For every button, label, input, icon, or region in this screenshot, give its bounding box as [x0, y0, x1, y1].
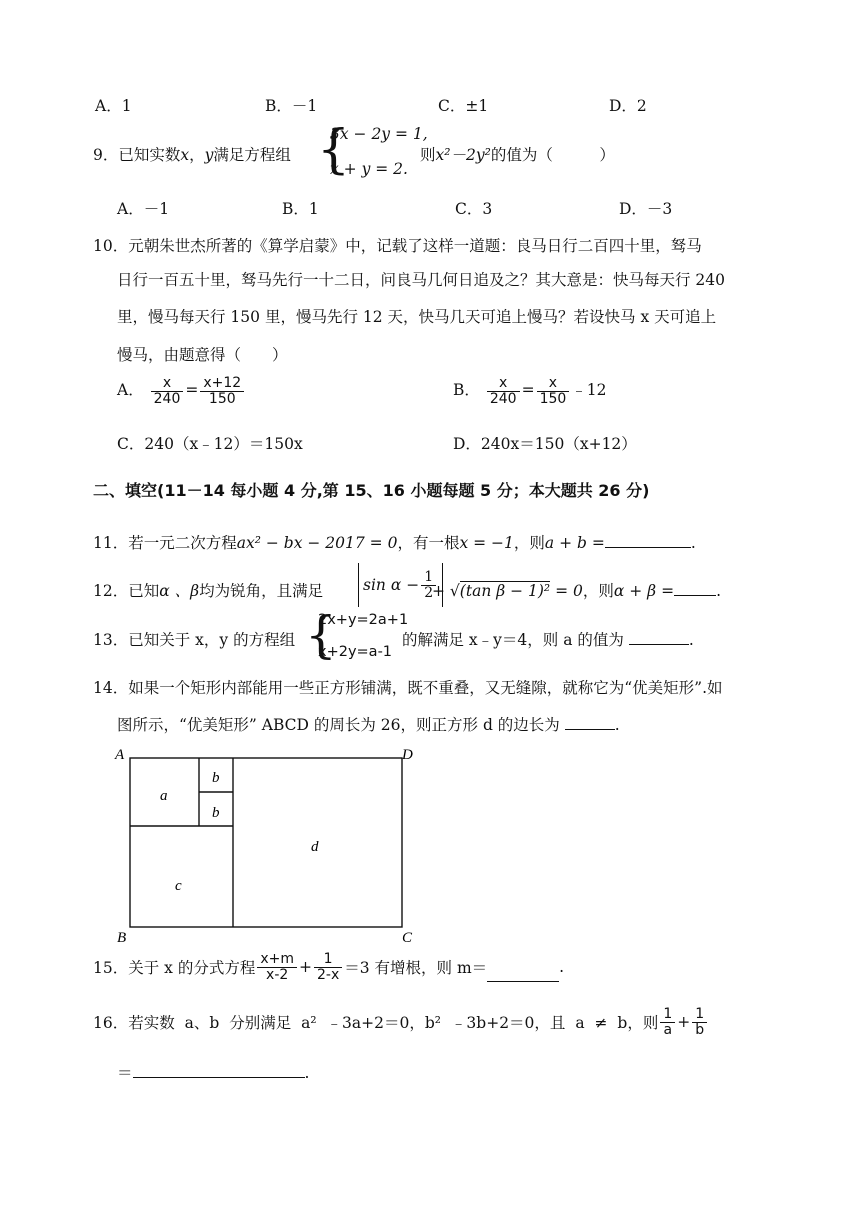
q10-line4: 慢马，由题意得（ ）: [117, 346, 288, 364]
q10-line3: 里，慢马每天行 150 里，慢马先行 12 天，快马几天可追上慢马？若设快马 x 天可追上: [117, 308, 717, 326]
fraction: $\frac{1}{2}$: [421, 570, 436, 600]
square-label: d: [311, 839, 319, 855]
section-heading: 二、填空(11－14 每小题 4 分,第 15、16 小题每题 5 分；本大题共 26 分): [93, 481, 650, 500]
q10-line2: 日行一百五十里，驽马先行一十二日，问良马几何日追及之？其大意是：快马每天行 240: [117, 271, 726, 289]
q10-option-a: A． $\frac{x}{240}$ = $\frac{x+12}{150}$: [117, 376, 246, 406]
answer-blank[interactable]: [629, 630, 689, 645]
q9-eq1: 3x − 2y = 1,: [330, 125, 428, 143]
vertex-label: D: [402, 747, 413, 763]
q8-option-b: B．－1: [265, 97, 318, 115]
q8-option-a: A．1: [95, 97, 132, 115]
q10-option-c: C．240（x﹣12）＝150x: [117, 435, 303, 453]
fraction: $\frac{x}{240}$: [151, 376, 184, 406]
q14-line1: 14．如果一个矩形内部能用一些正方形铺满，既不重叠，又无缝隙，就称它为“优美矩形”.如: [93, 679, 723, 697]
q12: 12．已知α 、β均为锐角，且满足: [93, 582, 324, 600]
rectangle-figure: [110, 742, 430, 947]
answer-blank[interactable]: [487, 967, 559, 982]
vertex-label: A: [115, 747, 125, 763]
q14-line2: 图所示，“优美矩形” ABCD 的周长为 26，则正方形 d 的边长为 .: [117, 716, 620, 734]
q13-eq2: x+2y=a-1: [318, 644, 393, 660]
q13-pre: 13．已知关于 x，y 的方程组: [93, 631, 296, 649]
vertex-label: C: [402, 930, 413, 946]
q15: 15．关于 x 的分式方程 $\frac{x+m}{x-2}$ + $\frac{1}{2-x}$ ＝3 有增根，则 m＝ .: [93, 951, 565, 983]
q9-ask: 则x²－2y²的值为（ ）: [420, 146, 615, 164]
q11: 11．若一元二次方程ax² − bx − 2017 = 0，有一根x = −1，则a + b = .: [93, 534, 696, 552]
answer-blank[interactable]: [674, 581, 716, 596]
q10-option-d: D．240x＝150（x+12）: [453, 435, 637, 453]
abs-value: sin α − $\frac{1}{2}$: [358, 563, 443, 607]
q12-radical: + √(tan β − 1)² = 0，则α + β = .: [432, 582, 721, 600]
answer-blank[interactable]: [133, 1063, 305, 1078]
q8-option-d: D．2: [609, 97, 647, 115]
square-label: b: [212, 770, 220, 786]
q9-option-d: D．－3: [619, 200, 673, 218]
q13-post: 的解满足 x﹣y＝4，则 a 的值为 .: [402, 631, 694, 649]
q10-line1: 10．元朝朱世杰所著的《算学启蒙》中，记载了这样一道题：良马日行二百四十里，驽马: [93, 237, 702, 255]
fraction: $\frac{x}{240}$: [487, 376, 520, 406]
q8-option-c: C．±1: [438, 97, 489, 115]
fraction: $\frac{1}{a}$: [660, 1007, 675, 1037]
q9-option-c: C．3: [455, 200, 493, 218]
q16: 16．若实数 a、b 分别满足 a² ﹣3a+2＝0，b² ﹣3b+2＝0，且 a ≠ b，则 $\frac{1}{a}$ + $\frac{1}{b}$: [93, 1007, 709, 1037]
brace-icon: {: [305, 606, 337, 664]
brace-icon: {: [317, 120, 351, 180]
fraction: $\frac{1}{2-x}$: [314, 952, 342, 982]
q9-option-b: B．1: [282, 200, 319, 218]
square-label: a: [160, 788, 168, 804]
answer-blank[interactable]: [565, 715, 615, 730]
fraction: $\frac{x}{150}$: [537, 376, 570, 406]
q9-stem: 9．已知实数x，y满足方程组: [93, 146, 291, 164]
fraction: $\frac{1}{b}$: [692, 1007, 707, 1037]
q13-eq1: 2x+y=2a+1: [318, 612, 409, 628]
q16-answer: ＝ .: [117, 1064, 310, 1082]
square-label: c: [175, 878, 182, 894]
fraction: $\frac{x+m}{x-2}$: [257, 952, 297, 982]
fraction: $\frac{x+12}{150}$: [200, 376, 244, 406]
q9-option-a: A．－1: [117, 200, 170, 218]
square-label: b: [212, 805, 220, 821]
q10-option-b: B． $\frac{x}{240}$ = $\frac{x}{150}$ ﹣12: [453, 375, 607, 407]
q9-eq2: x + y = 2.: [330, 160, 408, 178]
rect-abcd: [130, 758, 402, 927]
answer-blank[interactable]: [605, 533, 691, 548]
vertex-label: B: [117, 930, 127, 946]
